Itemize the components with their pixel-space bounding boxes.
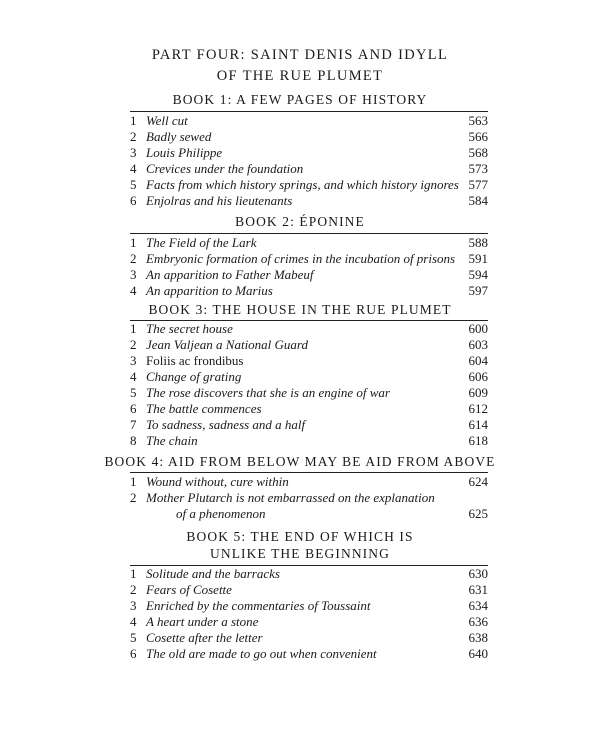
chapter-title: Solitude and the barracks [146, 566, 280, 581]
chapter-number: 5 [130, 630, 137, 645]
chapter-number: 5 [130, 177, 137, 192]
toc-entry [130, 566, 488, 582]
page-number: 614 [468, 417, 488, 432]
toc-entry [130, 385, 488, 401]
chapter-number: 2 [130, 490, 137, 505]
book-5-heading-line-2: UNLIKE THE BEGINNING [210, 546, 390, 561]
page-number: 640 [468, 646, 488, 661]
chapter-title: The old are made to go out when convenient [146, 646, 377, 661]
book-4-heading: BOOK 4: AID FROM BELOW MAY BE AID FROM ABOVE [104, 454, 496, 469]
page-number: 609 [468, 385, 488, 400]
toc-entry [130, 129, 488, 145]
toc-entry [130, 474, 488, 490]
chapter-title: Well cut [146, 113, 188, 128]
page-number: 606 [468, 369, 488, 384]
chapter-number: 2 [130, 129, 137, 144]
page-number: 618 [468, 433, 488, 448]
chapter-title: The chain [146, 433, 198, 448]
chapter-title: Louis Philippe [146, 145, 223, 160]
chapter-title: Cosette after the letter [146, 630, 263, 645]
page-number: 604 [468, 353, 488, 368]
page-number: 600 [468, 321, 488, 336]
toc-entry [130, 369, 488, 385]
chapter-title: An apparition to Father Mabeuf [146, 267, 314, 282]
toc-entry [130, 630, 488, 646]
book-2-rule [130, 233, 488, 234]
chapter-title-continuation: of a phenomenon [176, 506, 266, 521]
chapter-number: 3 [130, 267, 137, 282]
chapter-number: 2 [130, 582, 137, 597]
chapter-title: The rose discovers that she is an engine of war [146, 385, 390, 400]
toc-entry [130, 113, 488, 129]
page-number: 631 [468, 582, 488, 597]
chapter-number: 6 [130, 193, 137, 208]
book-3-heading: BOOK 3: THE HOUSE IN THE RUE PLUMET [148, 302, 452, 317]
toc-entry [130, 433, 488, 449]
page-number: 594 [468, 267, 488, 282]
toc-entry [130, 321, 488, 337]
chapter-number: 3 [130, 353, 137, 368]
chapter-title: An apparition to Marius [146, 283, 273, 298]
part-title-line-2: OF THE RUE PLUMET [216, 68, 384, 84]
page-number: 591 [468, 251, 488, 266]
toc-entry [130, 177, 488, 193]
book-2-heading: BOOK 2: ÉPONINE [235, 214, 365, 229]
chapter-number: 4 [130, 283, 137, 298]
toc-entry [130, 267, 488, 283]
toc-entry [130, 283, 488, 299]
page-number: 584 [468, 193, 488, 208]
toc-entry [130, 235, 488, 251]
chapter-title: Mother Plutarch is not embarrassed on the explanation [146, 490, 435, 505]
part-title-line-1: PART FOUR: SAINT DENIS AND IDYLL [151, 47, 449, 63]
book-4-rule [130, 472, 488, 473]
chapter-number: 5 [130, 385, 137, 400]
book-5-heading: BOOK 5: THE END OF WHICH IS [186, 529, 414, 544]
chapter-number: 1 [130, 113, 137, 128]
chapter-number: 1 [130, 235, 137, 250]
chapter-number: 2 [130, 337, 137, 352]
chapter-number: 4 [130, 161, 137, 176]
page-number: 636 [468, 614, 488, 629]
page-number: 625 [468, 506, 488, 521]
chapter-title: Enjolras and his lieutenants [146, 193, 293, 208]
chapter-title: Jean Valjean a National Guard [146, 337, 309, 352]
toc-entry [130, 161, 488, 177]
chapter-title: Crevices under the foundation [146, 161, 304, 176]
page-number: 603 [468, 337, 488, 352]
chapter-number: 4 [130, 369, 137, 384]
page-number: 634 [468, 598, 488, 613]
page-number: 566 [468, 129, 488, 144]
toc-entry [130, 614, 488, 630]
chapter-title: Embryonic formation of crimes in the incubation of prisons [146, 251, 456, 266]
chapter-number: 7 [130, 417, 137, 432]
page-number: 612 [468, 401, 488, 416]
chapter-title: Facts from which history springs, and which history ignores [146, 177, 459, 192]
toc-entry [130, 401, 488, 417]
chapter-number: 3 [130, 598, 137, 613]
toc-entry [130, 417, 488, 433]
toc-entry [130, 582, 488, 598]
chapter-number: 1 [130, 474, 137, 489]
toc-entry [130, 337, 488, 353]
toc-entry [130, 490, 488, 506]
chapter-number: 6 [130, 401, 137, 416]
page-number: 638 [468, 630, 488, 645]
chapter-title: A heart under a stone [146, 614, 259, 629]
chapter-title: The battle commences [146, 401, 262, 416]
chapter-number: 3 [130, 145, 137, 160]
chapter-number: 4 [130, 614, 137, 629]
page-number: 563 [468, 113, 488, 128]
chapter-title: Badly sewed [146, 129, 212, 144]
toc-entry [130, 353, 488, 369]
chapter-number: 1 [130, 321, 137, 336]
toc-entry [130, 598, 488, 614]
book-1-rule [130, 111, 488, 112]
chapter-number: 1 [130, 566, 137, 581]
page-number: 630 [468, 566, 488, 581]
chapter-title: The Field of the Lark [146, 235, 257, 250]
chapter-title: Enriched by the commentaries of Toussaint [146, 598, 371, 613]
page-number: 573 [468, 161, 488, 176]
chapter-title: Fears of Cosette [146, 582, 232, 597]
toc-entry [130, 646, 488, 662]
page-number: 624 [468, 474, 488, 489]
chapter-title: Foliis ac frondibus [146, 353, 244, 368]
chapter-title: Wound without, cure within [146, 474, 289, 489]
toc-entry [130, 193, 488, 209]
chapter-title: The secret house [146, 321, 233, 336]
page-number: 577 [468, 177, 488, 192]
toc-entry [130, 145, 488, 161]
page-number: 568 [468, 145, 488, 160]
chapter-number: 8 [130, 433, 137, 448]
chapter-number: 6 [130, 646, 137, 661]
chapter-title: To sadness, sadness and a half [146, 417, 306, 432]
page-number: 597 [468, 283, 488, 298]
book-1-heading: BOOK 1: A FEW PAGES OF HISTORY [172, 92, 428, 107]
toc-entry [130, 251, 488, 267]
chapter-number: 2 [130, 251, 137, 266]
toc-entry-continuation [176, 506, 488, 522]
chapter-title: Change of grating [146, 369, 242, 384]
page-number: 588 [468, 235, 488, 250]
